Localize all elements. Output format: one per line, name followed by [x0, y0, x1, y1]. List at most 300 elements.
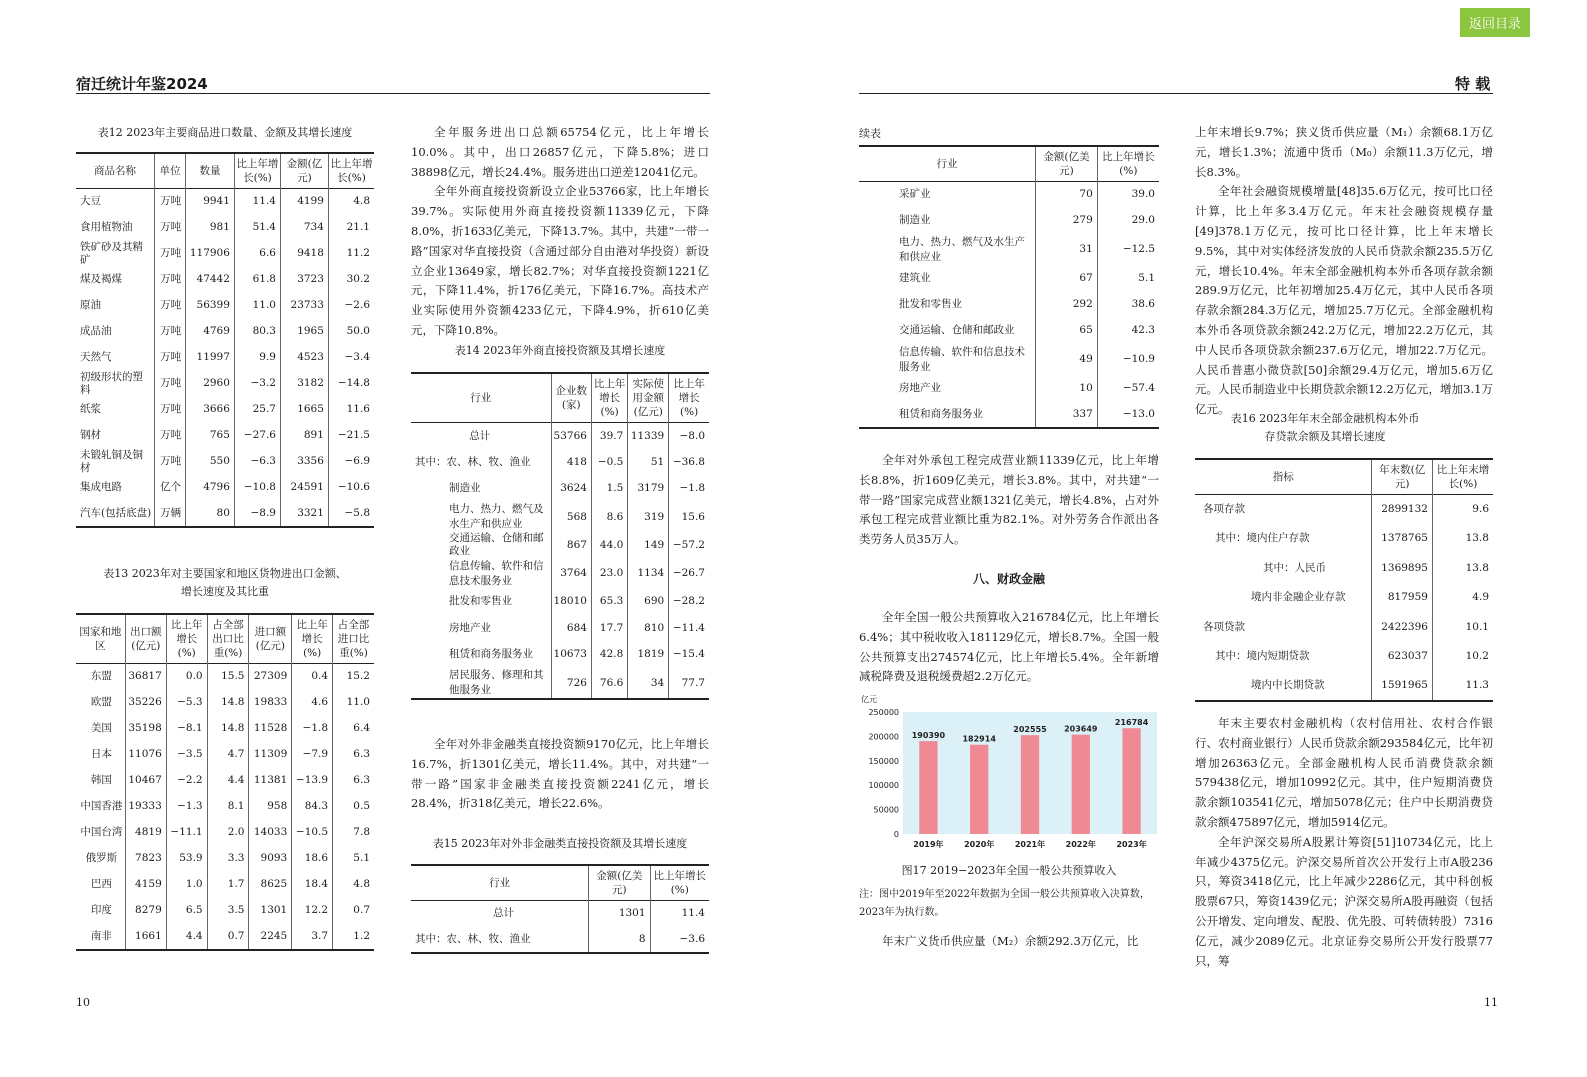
table-cell: 3764: [551, 559, 591, 589]
table-cell: 4199: [280, 189, 328, 215]
table-row: [411, 668, 709, 699]
table-cell: 电力、热力、燃气及水生产和供应业: [411, 502, 551, 532]
table-cell: −1.3: [166, 794, 207, 820]
table-cell: −2.2: [166, 768, 207, 794]
bar-value-label: 202555: [1013, 725, 1047, 735]
table-cell: 1134: [628, 559, 669, 589]
table-cell: 56399: [186, 293, 235, 319]
table-cell: 726: [551, 668, 591, 699]
table-cell: −10.8: [234, 475, 280, 501]
table13-header: 占全部出口比重(%): [207, 614, 249, 664]
table-cell: 50.0: [346, 325, 370, 337]
table-cell: 1.0: [166, 872, 207, 898]
table-cell: 1591965: [1372, 672, 1433, 702]
col4-text-top: [1195, 123, 1493, 420]
table14-header: 比上年增长(%): [591, 373, 627, 423]
y-tick-label: 250000: [868, 708, 899, 717]
table-cell: 4.6: [292, 690, 333, 716]
paragraph: 全年对外承包工程完成营业额11339亿元，比上年增长8.8%，折1609亿美元，增长3.8%。其中，对共建“一带一路”国家完成营业额1321亿美元，增长4.8%，占对外承包工程完成营业额比重为82.1%。对外劳务合作派出各类劳务人员35万人。: [859, 453, 1159, 547]
table-row: [411, 901, 709, 927]
table14-header: 比上年增长(%): [673, 378, 705, 418]
table-cell: −10.9: [1122, 353, 1155, 365]
table-row: [411, 449, 709, 476]
table-cell: 11528: [249, 716, 292, 742]
table-cell: 铁矿砂及其精矿: [76, 241, 155, 267]
table-cell: 11.2: [346, 247, 370, 259]
table-cell: 8.1: [207, 794, 249, 820]
table15-header: 金额(亿美元): [589, 865, 650, 901]
table-cell: 117906: [186, 241, 235, 267]
table-cell: 49: [1036, 344, 1098, 376]
table-cell: 美国: [76, 716, 125, 742]
table-cell: 65.3: [591, 589, 627, 616]
table-row: [76, 267, 374, 293]
table-cell: 制造业: [411, 476, 551, 503]
bar-value-label: 203649: [1064, 724, 1098, 734]
table-cell: 2899132: [1372, 495, 1433, 525]
table12-header: 比上年增长(%): [234, 153, 280, 189]
chart-bar: [1021, 735, 1039, 834]
table-cell: 24591: [280, 475, 328, 501]
table-cell: 11339: [628, 423, 669, 450]
table-cell: 2245: [249, 924, 292, 950]
y-tick-label: 50000: [873, 805, 899, 815]
table-cell: 4.8: [353, 195, 370, 208]
table-cell: 19833: [249, 690, 292, 716]
table-row: [76, 794, 374, 820]
col3-text-top: [859, 451, 1159, 550]
table-cell: 5.1: [353, 852, 370, 864]
table-cell: −5.8: [344, 506, 370, 519]
return-to-contents-button[interactable]: 返回目录: [1460, 8, 1530, 37]
running-header-right: 特 载: [1455, 75, 1491, 93]
y-tick-label: 0: [893, 830, 899, 839]
table-cell: 9093: [249, 846, 292, 872]
running-header-left: 宿迁统计年鉴2024: [76, 75, 208, 93]
page-number-left: 10: [76, 996, 90, 1009]
table-row: [76, 345, 374, 371]
table-cell: −6.9: [344, 455, 370, 467]
table-cell: −13.9: [292, 768, 333, 794]
table-cell: −10.6: [337, 481, 370, 493]
header-rule-right: [859, 93, 1493, 94]
table-cell: 1665: [280, 397, 328, 423]
table-row: [76, 664, 374, 690]
paragraph: 全年社会融资规模增量[48]35.6万亿元，按可比口径计算，比上年多3.4万亿元。年末社会融资规模存量[49]378.1万亿元，按可比口径计算，比上年末增长9.5%，其中对实体经济发放的人民币贷款余额235.5万亿元，增长10.4%。年末全部金融机构本外币各项存款余额289.9万亿元，比年初增加25.4万亿元，其中人民币各项存款余额284.3万亿元，增加25.7万亿元。全部金融机构本外币各项贷款余额242.2万亿元，增加22.2万亿元，其中人民币各项贷款余额237.6万亿元，增加22.7万亿元。人民币普惠小微贷款[50]余额29.4万亿元，增加5.6万亿元。人民币制造业中长期贷款余额12.2万亿元，增加3.1万亿元。: [1195, 184, 1493, 417]
table-cell: 1369895: [1372, 554, 1433, 584]
table-row: [76, 293, 374, 319]
table-cell: 30.2: [346, 273, 370, 285]
table-row: [76, 742, 374, 768]
table-cell: 采矿业: [859, 182, 1036, 208]
table-cell: 未锻轧铜及铜材: [76, 449, 155, 475]
table-cell: 4159: [125, 872, 166, 898]
table-row: [411, 423, 709, 450]
table-cell: 42.8: [591, 642, 627, 669]
table-cell: 煤及褐煤: [76, 267, 155, 293]
table-cell: 11997: [186, 345, 235, 371]
table-cell: 11.6: [346, 403, 370, 415]
table-cell: 9418: [280, 241, 328, 267]
table-cell: 万吨: [155, 371, 186, 397]
table-cell: −28.2: [672, 595, 705, 608]
table-cell: 891: [280, 423, 328, 449]
table-cell: 35198: [125, 716, 166, 742]
table-cell: 31: [1036, 234, 1098, 266]
table-cell: 76.6: [591, 668, 627, 699]
table-row: [76, 924, 374, 950]
table13-caption: [76, 565, 374, 601]
table-row: [1195, 524, 1493, 554]
table13-header: 占全部进口比重(%): [337, 619, 370, 659]
table-cell: 10673: [551, 642, 591, 669]
table13-caption-line1: 表13 2023年对主要国家和地区货物进出口金额、: [103, 567, 347, 580]
table-cell: 14033: [249, 820, 292, 846]
table-cell: 11309: [249, 742, 292, 768]
table-cell: 3182: [280, 371, 328, 397]
table12: [76, 152, 374, 528]
table-cell: 4.8: [353, 878, 370, 890]
table-cell: 信息传输、软件和信息技术服务业: [859, 344, 1036, 376]
table-cell: 23733: [280, 293, 328, 319]
table-cell: 原油: [76, 293, 155, 319]
table-cell: 84.3: [292, 794, 333, 820]
table-cell: 4796: [186, 475, 235, 501]
table12-header: 数量: [186, 153, 235, 189]
table-cell: 1819: [628, 642, 669, 669]
table-cell: 9941: [186, 189, 235, 215]
table-cell: 4523: [280, 345, 328, 371]
table-row: [859, 234, 1159, 266]
table-cell: 9.9: [234, 345, 280, 371]
y-tick-label: 100000: [868, 781, 899, 791]
col3-text-middle: [859, 608, 1159, 687]
table-cell: 10467: [125, 768, 166, 794]
table-cell: 中国香港: [76, 794, 125, 820]
table13-header: 比上年增长(%): [292, 614, 333, 664]
col4-text-bottom: [1195, 714, 1493, 971]
table-row: [411, 615, 709, 642]
table-cell: 4.4: [207, 768, 249, 794]
table-cell: 12.2: [292, 898, 333, 924]
table-cell: 批发和零售业: [859, 292, 1036, 318]
table-cell: 51: [628, 449, 669, 476]
table-cell: 981: [186, 215, 235, 241]
table16-caption: [1195, 410, 1455, 446]
table-row: [76, 397, 374, 423]
table-cell: 550: [186, 449, 235, 475]
table-cell: −8.1: [166, 716, 207, 742]
table-cell: −57.2: [672, 538, 705, 551]
table-cell: 15.6: [681, 510, 705, 523]
table-cell: 韩国: [76, 768, 125, 794]
table-cell: 南非: [76, 924, 125, 950]
table-cell: 25.7: [234, 397, 280, 423]
table-row: [1195, 672, 1493, 702]
table-cell: 14.8: [207, 690, 249, 716]
table-row: [411, 502, 709, 532]
table-cell: 万吨: [155, 423, 186, 449]
table-row: [76, 215, 374, 241]
table-cell: 欧盟: [76, 690, 125, 716]
table-cell: 印度: [76, 898, 125, 924]
table-cell: 15.5: [207, 664, 249, 690]
table-cell: 俄罗斯: [76, 846, 125, 872]
bar-value-label: 182914: [962, 734, 996, 744]
table-cell: 38.6: [1131, 298, 1155, 310]
table-cell: 11.4: [234, 189, 280, 215]
table13-header: 出口额(亿元): [125, 614, 166, 664]
table-cell: −2.6: [344, 299, 370, 311]
table-cell: 8.6: [591, 502, 627, 532]
table-cell: −8.0: [679, 429, 705, 442]
table12-header: 商品名称: [76, 153, 155, 189]
table-cell: 各项贷款: [1195, 613, 1372, 643]
table-cell: 8625: [249, 872, 292, 898]
table-cell: −3.5: [166, 742, 207, 768]
y-tick-label: 200000: [868, 732, 899, 742]
table-cell: 77.7: [681, 676, 705, 689]
table-row: [76, 898, 374, 924]
table-cell: 交通运输、仓储和邮政业: [859, 318, 1036, 344]
table-cell: 1301: [589, 901, 650, 927]
table-cell: 1378765: [1372, 524, 1433, 554]
table-cell: 39.0: [1131, 188, 1155, 201]
table-cell: 境内非金融企业存款: [1195, 583, 1372, 613]
table-cell: −0.5: [591, 449, 627, 476]
table-cell: −10.5: [292, 820, 333, 846]
y-tick-label: 150000: [868, 756, 899, 766]
table-cell: 万吨: [155, 397, 186, 423]
table12-header: 金额(亿元): [280, 153, 328, 189]
table-cell: 53766: [551, 423, 591, 450]
table-row: [76, 820, 374, 846]
table-cell: 4.4: [166, 924, 207, 950]
table-row: [859, 292, 1159, 318]
table-cell: 765: [186, 423, 235, 449]
table-row: [859, 208, 1159, 234]
table12-header: 比上年增长(%): [330, 158, 373, 184]
table-cell: 2960: [186, 371, 235, 397]
table-cell: 34: [628, 668, 669, 699]
table-cell: 13.8: [1465, 532, 1489, 545]
table-row: [76, 371, 374, 397]
table-cell: 6.4: [353, 722, 370, 734]
table-row: [859, 402, 1159, 428]
table-cell: 信息传输、软件和信息技术服务业: [411, 559, 551, 589]
table-cell: 6.5: [166, 898, 207, 924]
paragraph: 全年外商直接投资新设立企业53766家，比上年增长39.7%。实际使用外商直接投资额11339亿元，下降8.0%，折1633亿美元，下降13.7%。其中，共建“一带一路”国家对华直接投资（含通过部分自由港对华投资）新设立企业13649家，增长82.7%；对华直接投资额1221亿元，下降11.4%，折176亿美元，下降16.7%。高技术产业实际使用外资额4233亿元，下降4.9%，折610亿美元，下降10.8%。: [411, 184, 709, 337]
table-cell: −3.6: [679, 932, 705, 945]
table-cell: 623037: [1372, 642, 1433, 672]
table13-header: 比上年增长(%): [166, 614, 207, 664]
table-cell: 纸浆: [76, 397, 155, 423]
table-row: [76, 449, 374, 475]
table12-header: 单位: [155, 153, 186, 189]
table-cell: 39.7: [591, 423, 627, 450]
table-cell: 10: [1036, 376, 1098, 402]
table-cell: 0.0: [166, 664, 207, 690]
table-cell: 万吨: [155, 293, 186, 319]
table16-header: 指标: [1195, 459, 1372, 495]
table-cell: 810: [628, 615, 669, 642]
x-category-label: 2020年: [964, 840, 995, 849]
table-cell: 万吨: [155, 241, 186, 267]
table-cell: 8279: [125, 898, 166, 924]
table16-header: 比上年末增长(%): [1436, 464, 1490, 490]
table-cell: 租赁和商务服务业: [859, 402, 1036, 428]
table-cell: 18.6: [292, 846, 333, 872]
table-cell: 11.3: [1465, 679, 1489, 692]
table-cell: 其中：境内住户存款: [1195, 524, 1372, 554]
table-cell: 279: [1036, 208, 1098, 234]
figure-note: 注：图中2019年至2022年数据为全国一般公共预算收入决算数，2023年为执行数。: [859, 889, 1150, 918]
table15c-header: 比上年增长(%): [1102, 151, 1155, 177]
x-category-label: 2021年: [1014, 840, 1046, 849]
table-cell: 18010: [551, 589, 591, 616]
table-cell: 35226: [125, 690, 166, 716]
table-cell: 其中：农、林、牧、渔业: [411, 449, 551, 476]
table-cell: 14.8: [207, 716, 249, 742]
table15-header: 比上年增长(%): [653, 870, 707, 896]
table-cell: 万吨: [155, 215, 186, 241]
table-cell: 4819: [125, 820, 166, 846]
table-cell: −3.2: [234, 371, 280, 397]
table-cell: 684: [551, 615, 591, 642]
table16: [1195, 458, 1493, 702]
chart-bar: [970, 745, 988, 834]
table-cell: 2422396: [1372, 613, 1433, 643]
table-cell: 568: [551, 502, 591, 532]
page-number-right: 11: [1484, 996, 1498, 1009]
table-cell: 13.8: [1465, 561, 1489, 574]
table-cell: 电力、热力、燃气及水生产和供应业: [859, 234, 1036, 266]
table-cell: 0.7: [353, 904, 370, 916]
section-heading: 八、财政金融: [972, 572, 1045, 586]
table-cell: 0.5: [353, 800, 370, 812]
table-cell: 690: [628, 589, 669, 616]
table13-header: 国家和地区: [76, 614, 125, 664]
table-cell: 房地产业: [411, 615, 551, 642]
table-cell: 2.0: [207, 820, 249, 846]
table-cell: 36817: [125, 664, 166, 690]
paragraph: 全年服务进出口总额65754亿元，比上年增长10.0%。其中，出口26857亿元，下降5.8%；进口38898亿元，增长24.4%。服务进出口逆差12041亿元。: [411, 125, 709, 179]
table-cell: 4769: [186, 319, 235, 345]
table15-caption: 表15 2023年对外非金融类直接投资额及其增长速度: [432, 837, 688, 850]
table-cell: −15.4: [672, 648, 705, 661]
table-cell: 3179: [628, 476, 669, 503]
table15-header: 行业: [411, 865, 589, 901]
table14: [411, 372, 709, 700]
table-cell: 中国台湾: [76, 820, 125, 846]
table-cell: 初级形状的塑料: [76, 371, 155, 397]
table-cell: 61.8: [234, 267, 280, 293]
table-cell: 房地产业: [859, 376, 1036, 402]
table-row: [76, 423, 374, 449]
table-cell: 6.3: [353, 774, 370, 786]
table-row: [411, 927, 709, 953]
table-cell: 交通运输、仓储和邮政业: [411, 532, 551, 559]
chart-bar: [1072, 735, 1090, 834]
table-cell: 3.7: [292, 924, 333, 950]
revenue-bar-chart: [859, 690, 1159, 855]
table-cell: 万吨: [155, 345, 186, 371]
table-row: [76, 872, 374, 898]
table-row: [1195, 642, 1493, 672]
table-cell: 734: [280, 215, 328, 241]
table-cell: 其中：农、林、牧、渔业: [411, 927, 589, 953]
table-row: [859, 344, 1159, 376]
x-category-label: 2019年: [913, 840, 944, 849]
bar-value-label: 216784: [1114, 718, 1149, 728]
table-row: [76, 189, 374, 215]
paragraph: 全年对外非金融类直接投资额9170亿元，比上年增长16.7%，折1301亿美元，增长11.4%。其中，对共建“一带一路”国家非金融类直接投资额2241亿元，增长28.4%，折318亿美元，增长22.6%。: [411, 737, 709, 811]
table-cell: −57.4: [1122, 382, 1155, 394]
table-cell: 3723: [280, 267, 328, 293]
x-category-label: 2023年: [1116, 840, 1147, 849]
table-cell: 11.0: [234, 293, 280, 319]
table-cell: 958: [249, 794, 292, 820]
table-cell: −13.0: [1122, 407, 1155, 420]
table-cell: 天然气: [76, 345, 155, 371]
table-cell: 3666: [186, 397, 235, 423]
table14-header: 行业: [411, 373, 551, 423]
table-cell: 9.6: [1472, 503, 1489, 515]
paragraph: 上年末增长9.7%；狭义货币供应量（M₁）余额68.1万亿元，增长1.3%；流通中货币（M₀）余额11.3万亿元，增长8.3%。: [1195, 125, 1493, 179]
table-cell: 21.1: [346, 221, 370, 233]
table-row: [411, 559, 709, 589]
table-cell: −27.6: [234, 423, 280, 449]
table16-header: 年末数(亿元): [1372, 459, 1433, 495]
chart-bar: [919, 741, 937, 834]
table-cell: 19333: [125, 794, 166, 820]
table-cell: 巴西: [76, 872, 125, 898]
table-cell: 27309: [249, 664, 292, 690]
table15c-header: 金额(亿美元): [1036, 146, 1098, 182]
table-cell: 万吨: [155, 189, 186, 215]
continued-label: 续表: [859, 127, 881, 140]
table-cell: 67: [1036, 266, 1098, 292]
table-cell: 3356: [280, 449, 328, 475]
table-cell: 万吨: [155, 319, 186, 345]
table-cell: 5.1: [1138, 272, 1155, 284]
table-cell: −21.5: [337, 429, 370, 441]
table-cell: 65: [1036, 318, 1098, 344]
table-cell: 成品油: [76, 319, 155, 345]
table-cell: 11381: [249, 768, 292, 794]
paragraph: 全年沪深交易所A股累计筹资[51]10734亿元，比上年减少4375亿元。沪深交易所首次公开发行上市A股236只，筹资3418亿元，比上年减少2286亿元，其中科创板股票67只，筹资1439亿元；沪深交易所A股再融资（包括公开增发、定向增发、配股、优先股、可转债转股）7316亿元，减少2089亿元。北京证券交易所公开发行股票77只，筹: [1195, 834, 1493, 968]
table-cell: 6.6: [234, 241, 280, 267]
table16-caption-line1: 表16 2023年年末全部金融机构本外币: [1230, 412, 1420, 425]
table-cell: −3.4: [344, 351, 370, 363]
table-cell: −7.9: [292, 742, 333, 768]
table-cell: −26.7: [672, 567, 705, 579]
table-cell: −6.3: [234, 449, 280, 475]
table-row: [1195, 583, 1493, 613]
table-cell: −11.4: [672, 621, 705, 634]
table-cell: −1.8: [292, 716, 333, 742]
col2-text-top: [411, 123, 709, 341]
table-cell: 817959: [1372, 583, 1433, 613]
table16-caption-line2: 存贷款余额及其增长速度: [1264, 430, 1386, 443]
table-cell: 44.0: [591, 532, 627, 559]
table-cell: 万吨: [155, 267, 186, 293]
table-cell: 11076: [125, 742, 166, 768]
table-row: [76, 846, 374, 872]
table-cell: 867: [551, 532, 591, 559]
table-cell: 292: [1036, 292, 1098, 318]
table-cell: 3321: [280, 501, 328, 527]
